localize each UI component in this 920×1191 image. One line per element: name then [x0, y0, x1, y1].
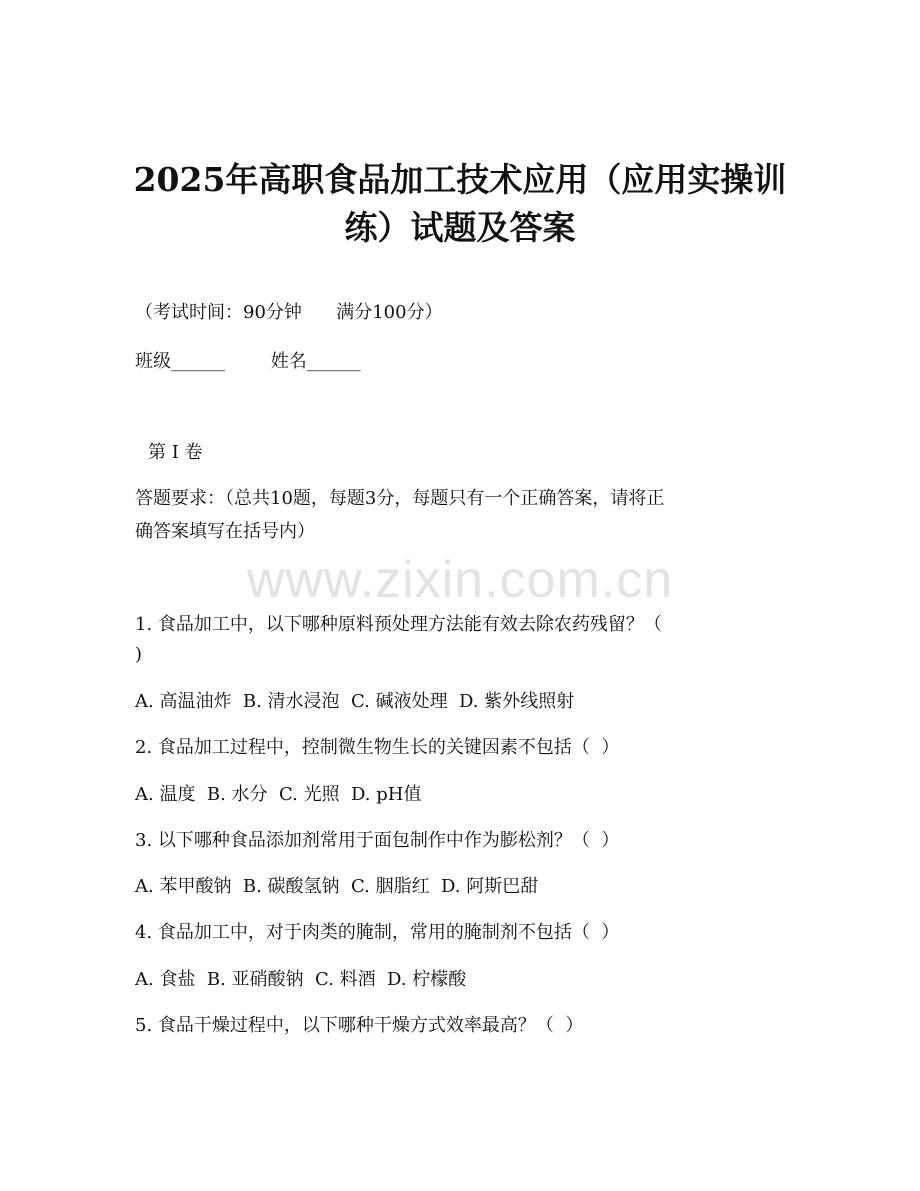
question-4: 4. 食品加工中，对于肉类的腌制，常用的腌制剂不包括（ ） — [135, 922, 620, 943]
section-heading: 第 I 卷 — [148, 442, 203, 463]
document-title-line-2: 练）试题及答案 — [344, 208, 576, 247]
instructions-line-1: 答题要求：（总共10题，每题3分，每题只有一个正确答案，请将正 — [135, 488, 665, 509]
question-1-continued: ) — [135, 644, 143, 665]
question-3: 3. 以下哪种食品添加剂常用于面包制作中作为膨松剂？（ ） — [135, 830, 620, 851]
question-3-options: A. 苯甲酸钠 B. 碳酸氢钠 C. 胭脂红 D. 阿斯巴甜 — [135, 876, 539, 897]
instructions-line-2: 确答案填写在括号内） — [135, 521, 315, 542]
exam-info: （考试时间：90分钟 满分100分） — [135, 302, 443, 323]
question-2-options: A. 温度 B. 水分 C. 光照 D. pH值 — [135, 784, 422, 805]
question-5: 5. 食品干燥过程中，以下哪种干燥方式效率最高？（ ） — [135, 1015, 584, 1036]
question-4-options: A. 食盐 B. 亚硝酸钠 C. 料酒 D. 柠檬酸 — [135, 969, 467, 990]
question-1: 1. 食品加工中，以下哪种原料预处理方法能有效去除农药残留？（ — [135, 614, 662, 635]
question-2: 2. 食品加工过程中，控制微生物生长的关键因素不包括（ ） — [135, 737, 620, 758]
student-fields: 班级______ 姓名______ — [135, 351, 361, 372]
watermark: www.zixin.com.cn — [246, 551, 674, 609]
question-1-options: A. 高温油炸 B. 清水浸泡 C. 碱液处理 D. 紫外线照射 — [135, 691, 575, 712]
document-title-line-1: 2025年高职食品加工技术应用（应用实操训 — [133, 160, 787, 199]
